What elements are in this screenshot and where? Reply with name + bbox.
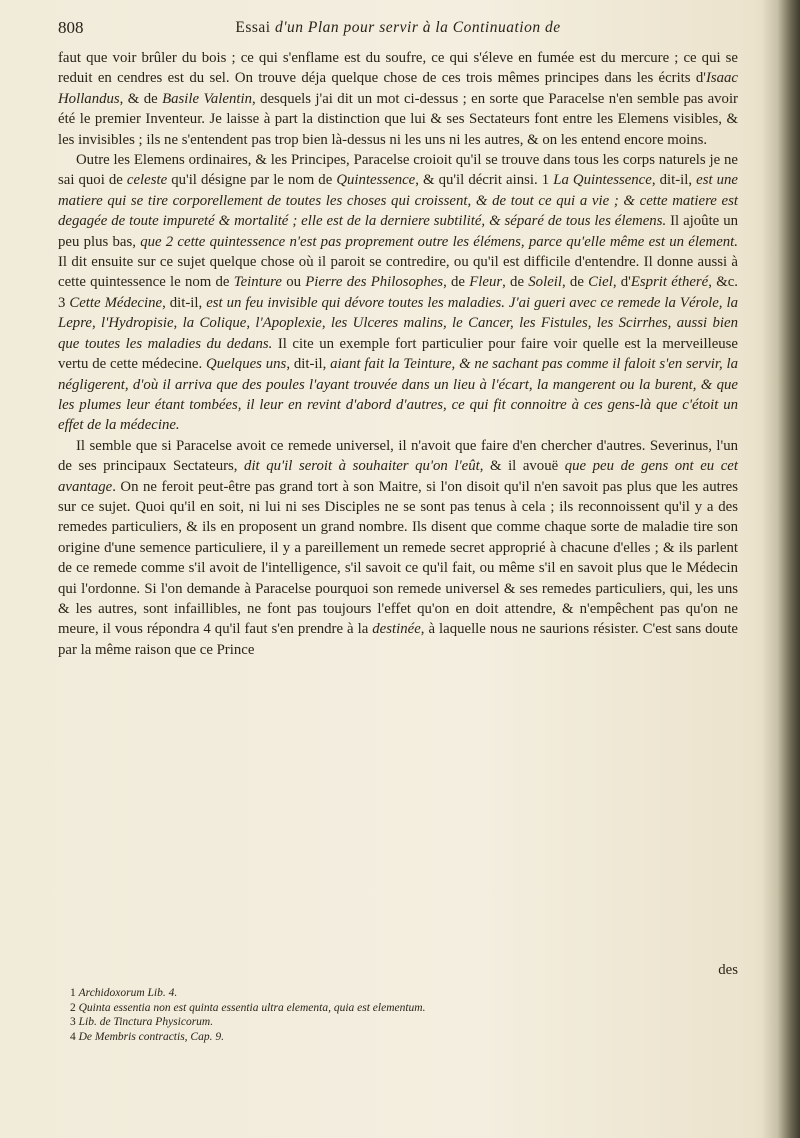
paragraph-3: [58, 436, 738, 660]
body-text: [58, 48, 738, 660]
italic-run: que 2 cette quintessence n'est pas proprement outre les élémens, parce qu'elle même est un élement.: [140, 233, 738, 250]
text-run: , dit-il,: [651, 172, 697, 189]
footnotes: [70, 986, 730, 1044]
text-run: . On ne feroit peut-être pas grand tort à son Maitre, si l'on disoit qu'il n'en savoit pas plus que les autres sur ce sujet. Quoi qu'il en soit, ni lui ni ses Disciples ne se sont pas tenus à cela ; ils reconnoissent qu'il y a des remedes particuliers, & ils en proposent un grand nombre. Ils disent que comme chaque sorte de maladie tire son origine d'une semence particuliere, il y a pareillement un remede secret approprié à chacune d'elles ; & ils parlent de ce remede comme s'il avoit de l'intelligence, s'il savoit ce qu'il fait, ou même s'il en savoit plus que le Médecin qui l'ordonne. Si l'on demande à Paracelse pourquoi son remede universel & ses remedes particuliers, qui, les uns & les autres, sont infaillibles, ne font pas toujours l'effet qu'on en doit attendre, & n'empêchent pas qu'on ne meure, il vous répondra 4 qu'il faut s'en prendre à la: [58, 478, 738, 638]
footnote-4: [70, 1030, 730, 1045]
italic-run: est une matiere qui se tire corporellement de toutes les choses qui croissent, & de tout ce qui a vie ; & cette matiere est degagée de toute impureté & mortalité ; elle est de la derniere subtilité, & séparé de tous les élemens.: [58, 172, 738, 230]
text-run: Outre les Elemens ordinaires, & les Principes, Paracelse croioit qu'il se trouve dans tous les corps naturels je ne sai quoi de: [58, 152, 738, 189]
italic-run: celeste: [126, 172, 168, 189]
catchword: des: [718, 962, 738, 978]
footnote-2: [70, 1001, 730, 1016]
text-run: , à laquelle nous ne saurions résister. C'est sans doute par la même raison que ce Prince: [58, 621, 738, 658]
italic-run: Cette Médecine: [69, 294, 163, 311]
text-run: , dit-il,: [286, 356, 331, 373]
running-title-italic: d'un Plan pour servir à la Continuation de: [274, 19, 561, 36]
paragraph-1: [58, 48, 738, 150]
page-gutter-shadow: [762, 0, 800, 1138]
text-run: Il semble que si Paracelse avoit ce remede universel, il n'avoit que faire d'en chercher d'autres. Severinus, l'un de ses principaux Sectateurs,: [58, 437, 738, 475]
footnote-number: 2: [70, 1001, 76, 1014]
italic-run: Quintessence: [336, 172, 416, 189]
footnote-text: Quinta essentia non est quinta essentia ultra elementa, quia est elementum.: [78, 1001, 426, 1014]
text-run: , &c. 3: [58, 274, 738, 311]
italic-run: destinée: [372, 621, 421, 638]
text-run: , & de: [119, 90, 163, 107]
italic-run: Ciel: [588, 274, 613, 291]
footnote-number: 4: [70, 1030, 76, 1043]
italic-run: Isaac Hollandus: [58, 70, 738, 107]
footnote-number: 1: [70, 987, 76, 999]
italic-run: Basile Valentin: [162, 90, 252, 107]
italic-run: Teinture: [233, 274, 282, 291]
footnote-1: [70, 986, 730, 1001]
italic-run: Esprit étheré: [630, 274, 709, 291]
text-run: , & il avouë: [479, 458, 565, 475]
text-run: , de: [561, 274, 589, 291]
italic-run: Fleur: [469, 274, 503, 291]
text-run: Il cite un exemple fort particulier pour faire voir quelle est la merveilleuse vertu de cette médecine.: [58, 335, 738, 373]
running-title: [58, 19, 738, 37]
italic-run: Quelques uns: [206, 356, 287, 373]
text-run: Il ajoûte un peu plus bas,: [58, 213, 738, 250]
footnote-number: 3: [70, 1016, 76, 1028]
page-header: [58, 18, 738, 42]
text-run: , de: [443, 274, 470, 291]
running-title-roman: Essai: [235, 19, 275, 36]
text-run: , & qu'il décrit ainsi. 1: [415, 172, 554, 189]
italic-run: que peu de gens ont eu cet avantage: [58, 458, 738, 495]
text-run: , d': [612, 274, 631, 291]
italic-run: est un feu invisible qui dévore toutes les maladies. J'ai gueri avec ce remede la Vérole, la Lepre, l'Hydropisie, la Colique, l'Apoplexie, les Ulceres malins, le Cancer, les Fistules, les Scirrhes, aussi bien que toutes les maladies du dedans.: [58, 294, 738, 352]
text-run: , de: [502, 274, 529, 291]
italic-run: Pierre des Philosophes: [305, 274, 444, 291]
text-run: Il dit ensuite sur ce sujet quelque chose où il paroit se contredire, ou qu'il est difficile d'entendre. Il donne aussi à cette quintessence le nom de: [58, 254, 738, 291]
text-run: , desquels j'ai dit un mot ci-dessus ; en sorte que Paracelse n'en semble pas avoir été le premier Inventeur. Je laisse à part la distinction que lui & ses Sectateurs font entre les Elemens visibles, & les invisibles ; ils ne s'entendent pas trop bien là-dessus ni les uns ni les autres, & on les entend encore moins.: [58, 90, 738, 148]
footnote-text: Archidoxorum Lib. 4.: [78, 987, 178, 999]
page-number: 808: [58, 18, 84, 37]
paragraph-2: [58, 150, 738, 436]
text-run: qu'il désigne par le nom de: [167, 172, 337, 189]
footnote-3: [70, 1015, 730, 1030]
text-run: ou: [281, 274, 306, 291]
italic-run: dit qu'il seroit à souhaiter qu'on l'eût: [244, 458, 480, 475]
italic-run: aiant fait la Teinture, & ne sachant pas comme il faloit s'en servir, la négligerent, d'où il arriva que des poules l'ayant trouvée dans un lieu à l'écart, la mangerent ou la burent, & que les plumes leur étant tombées, il leur en revint d'abord d'autres, ce qui fit connoitre à ces gens-là que c'étoit un effet de la médecine.: [58, 356, 739, 434]
footnote-text: Lib. de Tinctura Physicorum.: [78, 1016, 214, 1028]
text-run: , dit-il,: [162, 294, 207, 311]
text-run: faut que voir brûler du bois ; ce qui s'enflame est du soufre, ce qui s'éleve en fumée est du mercure ; ce qui se reduit en cendres est du sel. On trouve déja quelque chose de ces trois mêmes principes dans les écrits d': [58, 50, 738, 87]
italic-run: La Quintessence: [553, 172, 652, 189]
italic-run: Soleil: [528, 274, 562, 291]
footnote-text: De Membris contractis, Cap. 9.: [78, 1030, 224, 1043]
